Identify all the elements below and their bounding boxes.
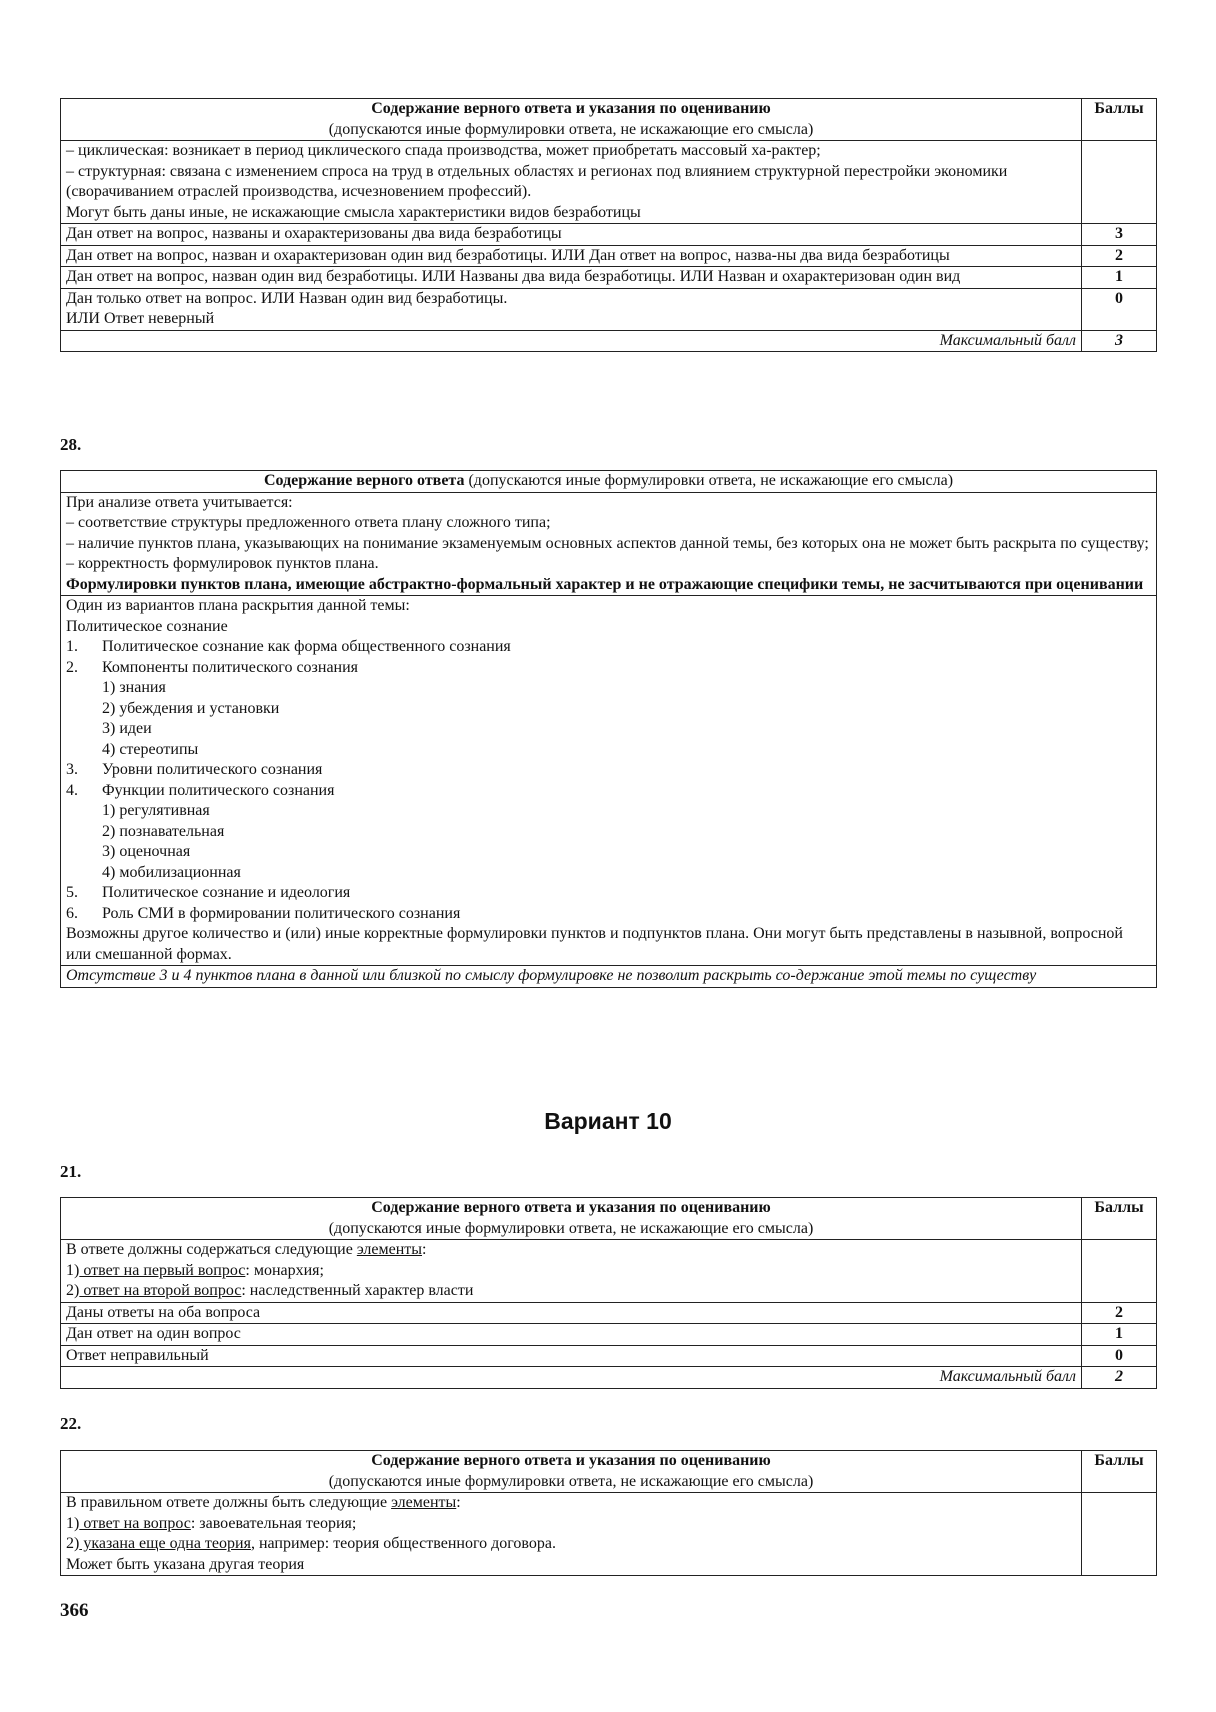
element-label: ответ на вопрос — [79, 1514, 191, 1532]
score-row — [61, 1345, 1157, 1367]
criteria-line: – соответствие структуры предложенного ответа плану сложного типа; — [66, 514, 551, 531]
plan-item-number: 3. — [66, 761, 78, 778]
plan-item-number: 1. — [66, 638, 78, 655]
table-header — [61, 1451, 1157, 1493]
header-bold: Содержание верного ответа — [263, 472, 465, 489]
question-number: 28. — [60, 435, 82, 454]
criteria-bold: Формулировки пунктов плана, имеющие абстрактно-формальный характер и не отражающие специфики темы, не засчитываются при оценивании — [66, 575, 1144, 593]
scoring-table-21 — [60, 1197, 1157, 1389]
answer-table-28 — [60, 470, 1157, 988]
plan-item — [66, 658, 1151, 679]
plan-item-text: Роль СМИ в формировании политического сознания — [102, 904, 461, 922]
intro-colon: : — [456, 1494, 461, 1511]
plan-subitem: 2) убеждения и установки — [102, 699, 280, 717]
plan-item-number: 5. — [66, 884, 78, 901]
plan-subitem: 1) регулятивная — [102, 802, 210, 819]
final-note: Отсутствие 3 и 4 пунктов плана в данной или близкой по смыслу формулировке не позволит раскрыть со-держание этой темы по существу — [61, 966, 1157, 988]
score-value: 3 — [1082, 224, 1157, 246]
header-main: Содержание верного ответа и указания по оцениванию — [371, 1199, 771, 1216]
plan-note: Возможны другое количество и (или) иные корректные формулировки пунктов и подпунктов плана. Они могут быть представлены в назывной, вопросной или смешанной формах. — [66, 925, 1123, 963]
plan-item-number: 4. — [66, 781, 78, 799]
plan-item — [66, 883, 1151, 904]
header-sub: (допускаются иные формулировки ответа, не искажающие его смысла) — [328, 120, 814, 138]
plan-item-text: Компоненты политического сознания — [102, 658, 359, 676]
plan-item-text: Политическое сознание как форма общественного сознания — [102, 638, 511, 655]
score-row — [61, 288, 1157, 330]
scoring-table-22 — [60, 1450, 1157, 1576]
page-number: 366 — [60, 1600, 89, 1621]
element-text: : завоевательная теория; — [190, 1514, 357, 1532]
plan-intro: Один из вариантов плана раскрытия данной темы: — [66, 597, 410, 614]
header-rest: (допускаются иные формулировки ответа, не искажающие его смысла) — [464, 472, 954, 489]
criterion-text: Ответ неправильный — [61, 1345, 1082, 1367]
plan-subitem: 4) стереотипы — [102, 740, 199, 758]
score-value: 0 — [1082, 1345, 1157, 1367]
plan-item — [66, 904, 1151, 925]
content-line: – циклическая: возникает в период циклического спада производства, может приобретать массовый ха-рактер; — [66, 142, 821, 159]
answer-content-row — [61, 141, 1157, 224]
plan-item-text: Уровни политического сознания — [102, 761, 323, 778]
plan-subitem: 3) идеи — [102, 720, 152, 737]
score-value: 2 — [1082, 1302, 1157, 1324]
intro-text: В правильном ответе должны быть следующие — [66, 1494, 392, 1511]
max-label: Максимальный балл — [61, 330, 1082, 352]
content-line: – структурная: связана с изменением спроса на труд в отдельных областях и регионах под влиянием структурной перестройки экономики (сворачиванием отраслей производства, исчезновением профессий). — [66, 162, 1008, 200]
plan-item — [66, 637, 1151, 658]
plan-item-text: Функции политического сознания — [102, 781, 335, 799]
scoring-table-27 — [60, 98, 1157, 352]
criterion-text: Дан ответ на один вопрос — [61, 1324, 1082, 1346]
element-text: : наследственный характер власти — [241, 1282, 474, 1299]
plan-item-text: Политическое сознание и идеология — [102, 884, 351, 901]
question-number: 22. — [60, 1414, 82, 1433]
header-sub: (допускаются иные формулировки ответа, не искажающие его смысла) — [328, 1472, 814, 1490]
element-number: 2) — [66, 1535, 80, 1552]
score-row — [61, 267, 1157, 289]
score-value: 0 — [1082, 288, 1157, 330]
plan-subitem: 1) знания — [102, 679, 166, 696]
plan-item — [66, 781, 1151, 802]
score-row — [61, 1324, 1157, 1346]
answer-content-row — [61, 1240, 1157, 1303]
element-number: 2) — [66, 1282, 80, 1299]
header-main: Содержание верного ответа и указания по оцениванию — [371, 1452, 771, 1469]
criterion-text: Дан ответ на вопрос, назван и охарактеризован один вид безработицы. ИЛИ Дан ответ на вопрос, назва-ны два вида безработицы — [61, 245, 1082, 267]
plan-title: Политическое сознание — [66, 617, 228, 635]
criteria-line: – корректность формулировок пунктов плана. — [66, 555, 379, 572]
score-value: 2 — [1082, 245, 1157, 267]
table-header — [61, 471, 1157, 493]
answer-content-row — [61, 1493, 1157, 1576]
criterion-text: Дан только ответ на вопрос. ИЛИ Назван один вид безработицы. ИЛИ Ответ неверный — [61, 288, 1082, 330]
max-score: 3 — [1082, 330, 1157, 352]
element-label: указана еще одна теория — [79, 1535, 251, 1552]
variant-title: Вариант 10 — [544, 1108, 672, 1134]
plan-subitem: 2) познавательная — [102, 822, 225, 840]
element-number: 1) — [66, 1514, 80, 1532]
answer-element — [66, 1534, 1076, 1555]
plan-subitem: 4) мобилизационная — [102, 863, 241, 881]
plan-row — [61, 596, 1157, 966]
intro-underlined: элементы — [356, 1241, 423, 1258]
note: Может быть указана другая теория — [66, 1555, 305, 1573]
intro-underlined: элементы — [391, 1494, 457, 1511]
plan-item — [66, 760, 1151, 781]
table-header — [61, 1198, 1157, 1240]
answer-element — [66, 1261, 1076, 1282]
answer-element — [66, 1514, 1076, 1535]
score-value: 1 — [1082, 1324, 1157, 1346]
score-row — [61, 1302, 1157, 1324]
plan-item-number: 6. — [66, 904, 78, 922]
header-score: Баллы — [1082, 99, 1157, 141]
header-score: Баллы — [1082, 1451, 1157, 1493]
criteria-row — [61, 492, 1157, 596]
criteria-line: При анализе ответа учитывается: — [66, 493, 293, 511]
table-header — [61, 99, 1157, 141]
intro-text: В ответе должны содержаться следующие — [66, 1241, 357, 1258]
header-sub: (допускаются иные формулировки ответа, не искажающие его смысла) — [328, 1219, 814, 1237]
criterion-text: Дан ответ на вопрос, назван один вид безработицы. ИЛИ Названы два вида безработицы. ИЛИ Назван и охарактеризован один вид — [61, 267, 1082, 289]
max-score-row — [61, 1367, 1157, 1389]
criterion-text: Дан ответ на вопрос, названы и охарактеризованы два вида безработицы — [61, 224, 1082, 246]
plan-subitem: 3) оценочная — [102, 843, 191, 860]
score-row — [61, 245, 1157, 267]
criterion-text: Даны ответы на оба вопроса — [61, 1302, 1082, 1324]
element-number: 1) — [66, 1261, 80, 1279]
header-score: Баллы — [1082, 1198, 1157, 1240]
header-main: Содержание верного ответа и указания по оцениванию — [371, 100, 771, 117]
plan-item-number: 2. — [66, 658, 78, 676]
criteria-line: – наличие пунктов плана, указывающих на понимание экзаменуемым основных аспектов данной темы, без которых она не может быть раскрыта по существу; — [66, 534, 1149, 552]
max-score: 2 — [1082, 1367, 1157, 1389]
element-label: ответ на второй вопрос — [79, 1282, 242, 1299]
max-label: Максимальный балл — [61, 1367, 1082, 1389]
element-text: , например: теория общественного договора. — [250, 1535, 556, 1552]
max-score-row — [61, 330, 1157, 352]
element-text: : монархия; — [245, 1261, 324, 1279]
final-note-row — [61, 966, 1157, 988]
score-value: 1 — [1082, 267, 1157, 289]
answer-element — [66, 1281, 1076, 1302]
content-line: Могут быть даны иные, не искажающие смысла характеристики видов безработицы — [66, 203, 641, 221]
element-label: ответ на первый вопрос — [79, 1261, 246, 1279]
score-row — [61, 224, 1157, 246]
question-number: 21. — [60, 1162, 82, 1181]
intro-colon: : — [422, 1241, 427, 1258]
